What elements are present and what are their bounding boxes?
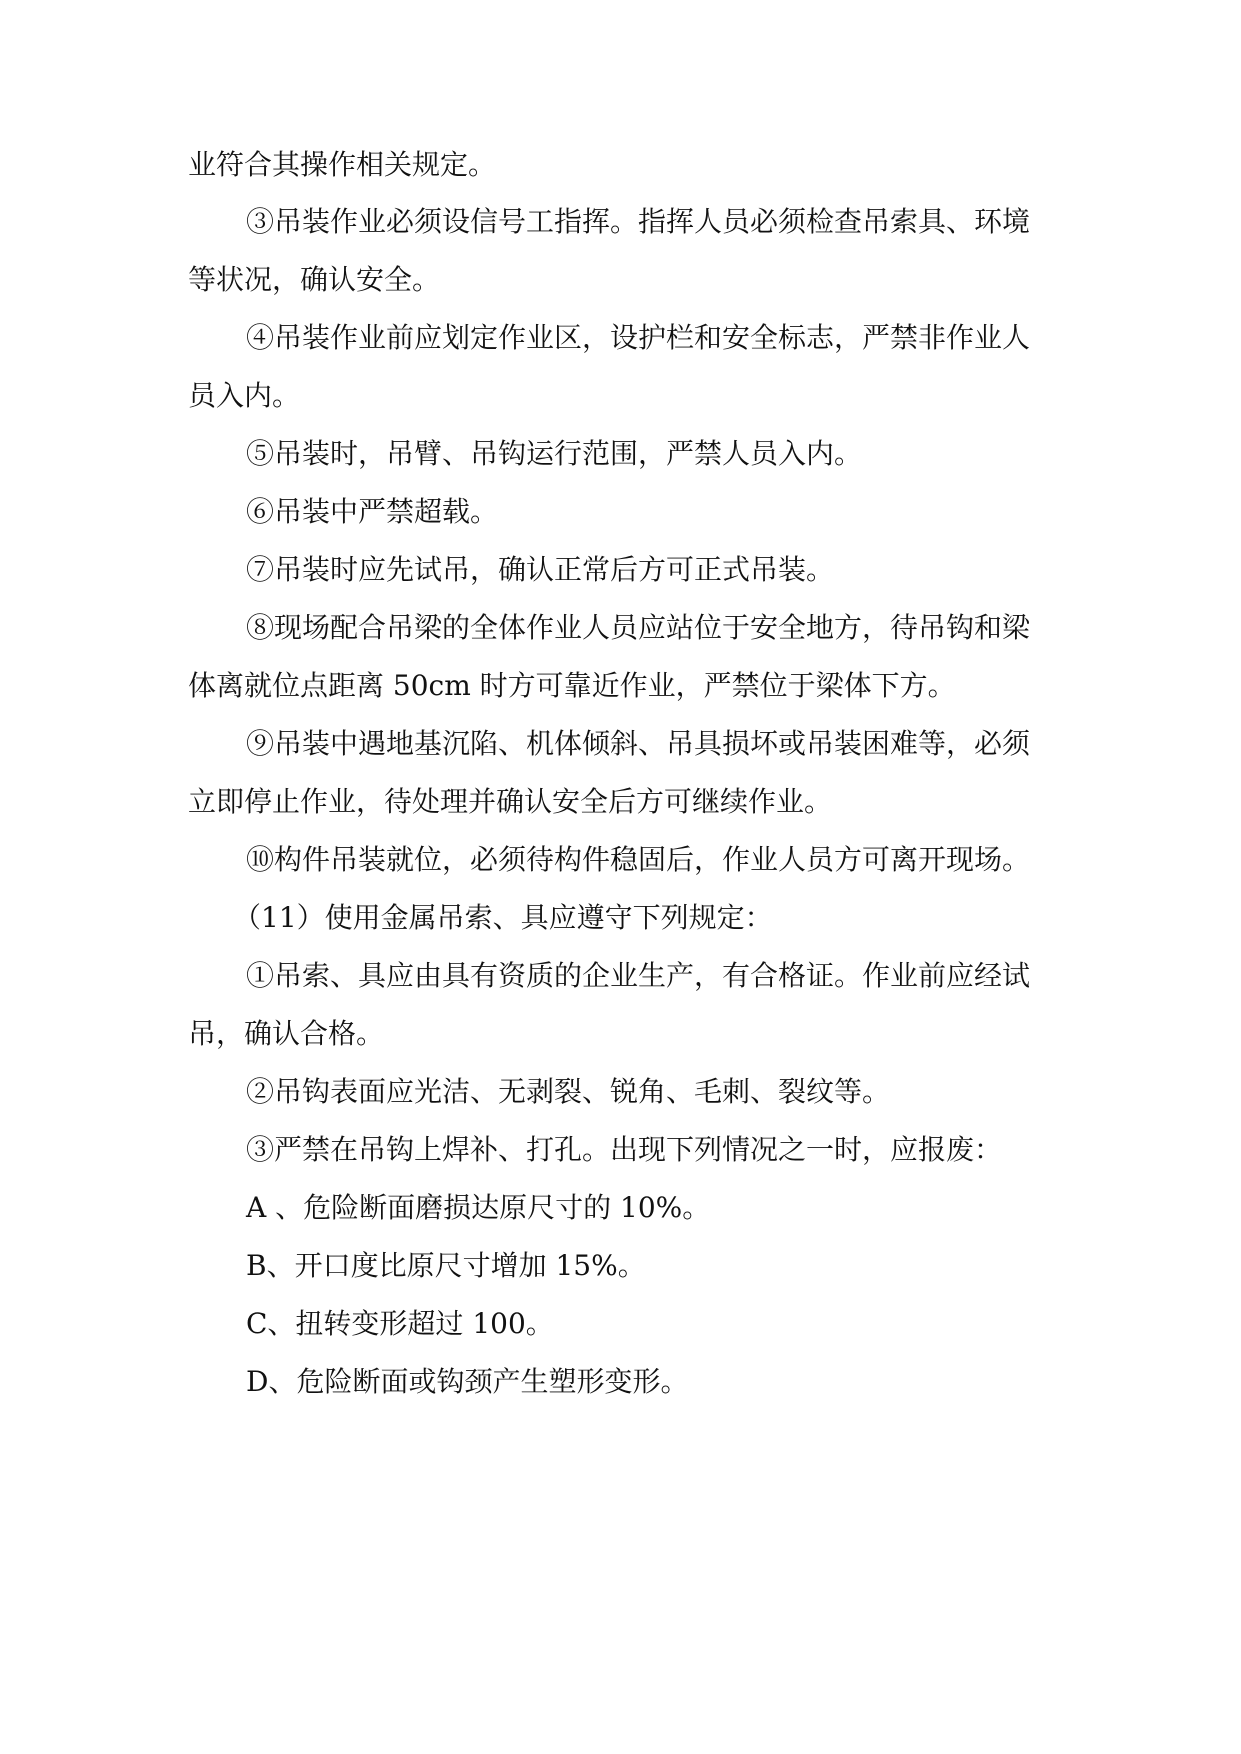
- text-line: ④吊装作业前应划定作业区，设护栏和安全标志，严禁非作业人: [246, 321, 1031, 354]
- text-line: B、开口度比原尺寸增加 15%。: [246, 1249, 646, 1282]
- text-line: ③严禁在吊钩上焊补、打孔。出现下列情况之一时，应报废：: [246, 1133, 1003, 1166]
- text-line: A 、危险断面磨损达原尺寸的 10%。: [246, 1191, 711, 1224]
- text-line: C、扭转变形超过 100。: [246, 1307, 554, 1340]
- text-line: 体离就位点距离 50cm 时方可靠近作业，严禁位于梁体下方。: [188, 669, 956, 702]
- text-line: （11）使用金属吊索、具应遵守下列规定：: [233, 901, 773, 934]
- text-line: 员入内。: [188, 379, 301, 412]
- text-line: ⑩构件吊装就位，必须待构件稳固后，作业人员方可离开现场。: [246, 843, 1031, 876]
- text-line: 立即停止作业，待处理并确认安全后方可继续作业。: [188, 785, 833, 818]
- text-line: ⑦吊装时应先试吊，确认正常后方可正式吊装。: [246, 553, 835, 586]
- text-line: ⑥吊装中严禁超载。: [246, 495, 499, 528]
- text-line: ②吊钩表面应光洁、无剥裂、锐角、毛刺、裂纹等。: [246, 1075, 891, 1108]
- text-line: 吊，确认合格。: [188, 1017, 385, 1050]
- text-line: ③吊装作业必须设信号工指挥。指挥人员必须检查吊索具、环境: [246, 205, 1031, 238]
- text-line: D、危险断面或钩颈产生塑形变形。: [246, 1365, 689, 1398]
- text-line: ⑧现场配合吊梁的全体作业人员应站位于安全地方，待吊钩和梁: [246, 611, 1031, 644]
- text-line: ①吊索、具应由具有资质的企业生产，有合格证。作业前应经试: [246, 959, 1031, 992]
- text-line: 等状况，确认安全。: [188, 263, 441, 296]
- text-line: ⑤吊装时，吊臂、吊钩运行范围，严禁人员入内。: [246, 437, 863, 470]
- text-line: ⑨吊装中遇地基沉陷、机体倾斜、吊具损坏或吊装困难等，必须: [246, 727, 1031, 760]
- text-line: 业符合其操作相关规定。: [188, 148, 497, 181]
